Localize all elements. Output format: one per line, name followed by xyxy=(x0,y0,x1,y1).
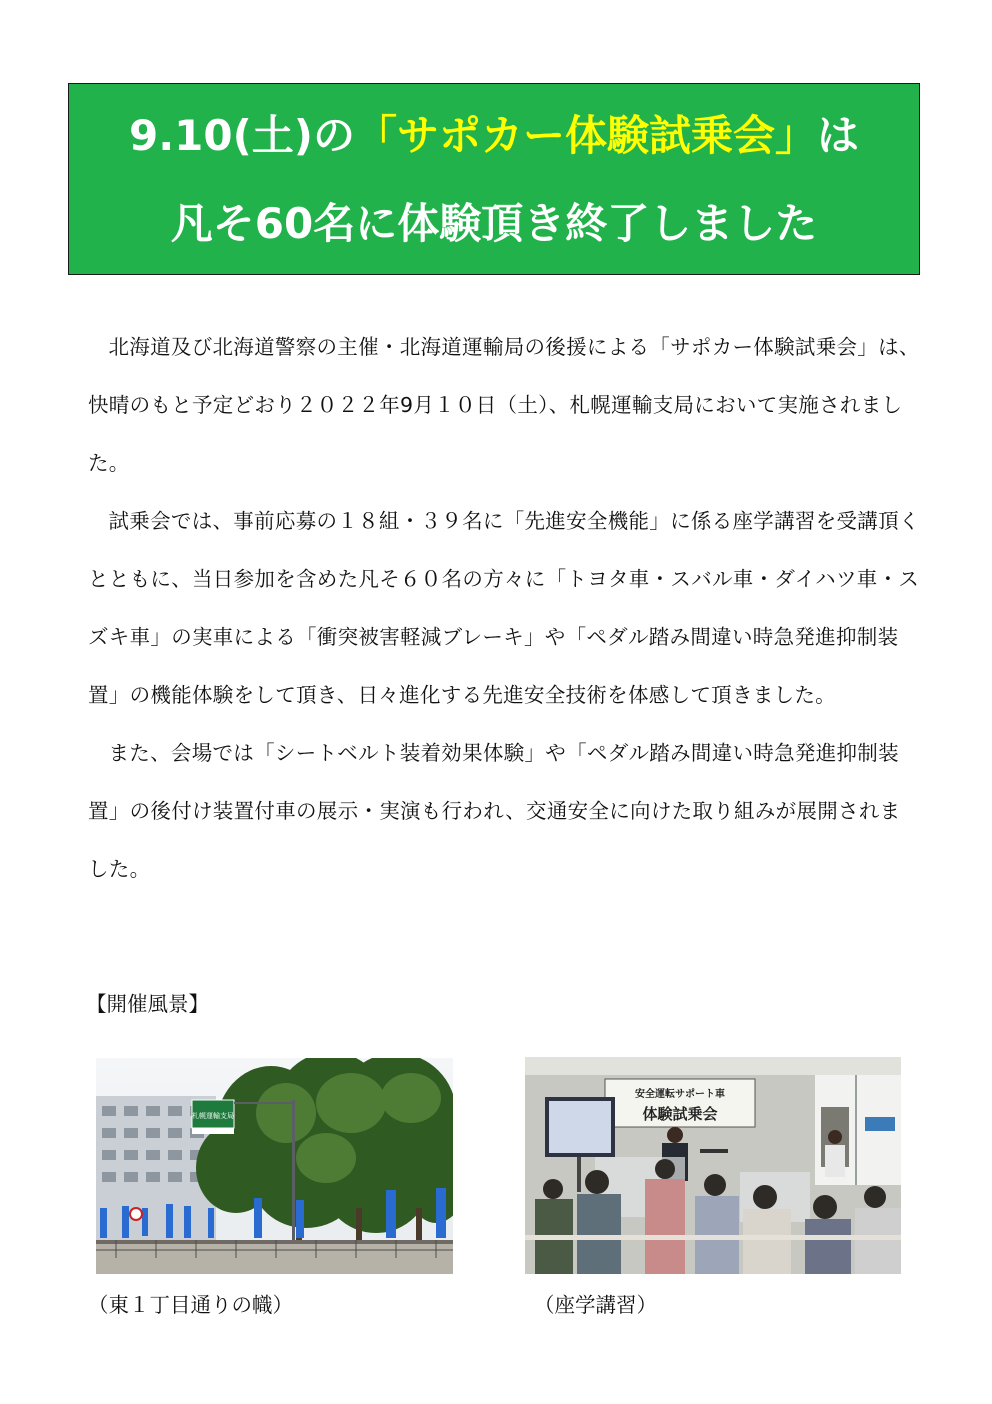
photo-lecture-room xyxy=(525,1057,901,1274)
body-text xyxy=(88,318,920,898)
title-date: 9.10(土)の xyxy=(128,111,355,160)
title-line-1 xyxy=(69,106,919,166)
paragraph-1: 北海道及び北海道警察の主催・北海道運輸局の後援による「サポカー体験試乗会」は、快晴のもと予定どおり２０２２年9月１０日（土）、札幌運輸支局において実施されました。 xyxy=(88,335,920,475)
title-particle: は xyxy=(817,111,860,160)
title-line-2: 凡そ60名に体験頂き終了しました xyxy=(170,199,818,248)
title-banner xyxy=(68,83,920,275)
banner-text-line-2: 体験試乗会 xyxy=(642,1105,718,1123)
paragraph-3: また、会場では「シートベルト装着効果体験」や「ペダル踏み間違い時急発進抑制装置」の後付け装置付車の展示・実演も行われ、交通安全に向けた取り組みが展開されました。 xyxy=(88,741,901,881)
photo-caption-lecture: （座学講習） xyxy=(534,1293,657,1317)
banner-text-line-1: 安全運転サポート車 xyxy=(635,1089,725,1100)
paragraph-2: 試乗会では、事前応募の１８組・３９名に「先進安全機能」に係る座学講習を受講頂くとともに、当日参加を含めた凡そ６０名の方々に「トヨタ車・スバル車・ダイハツ車・スズキ車」の実車による「衝突被害軽減ブレーキ」や「ペダル踏み間違い時急発進抑制装置」の機能体験をして頂き、日々進化する先進安全技術を体感して頂きました。 xyxy=(88,509,920,707)
section-label: 【開催風景】 xyxy=(86,992,209,1016)
street-sign-text: 札幌運輸支局 xyxy=(192,1112,234,1120)
photo-street-banners xyxy=(96,1058,453,1274)
title-event-name: 「サポカー体験試乗会」 xyxy=(355,111,818,160)
photo-caption-street-banners: （東１丁目通りの幟） xyxy=(88,1293,293,1317)
